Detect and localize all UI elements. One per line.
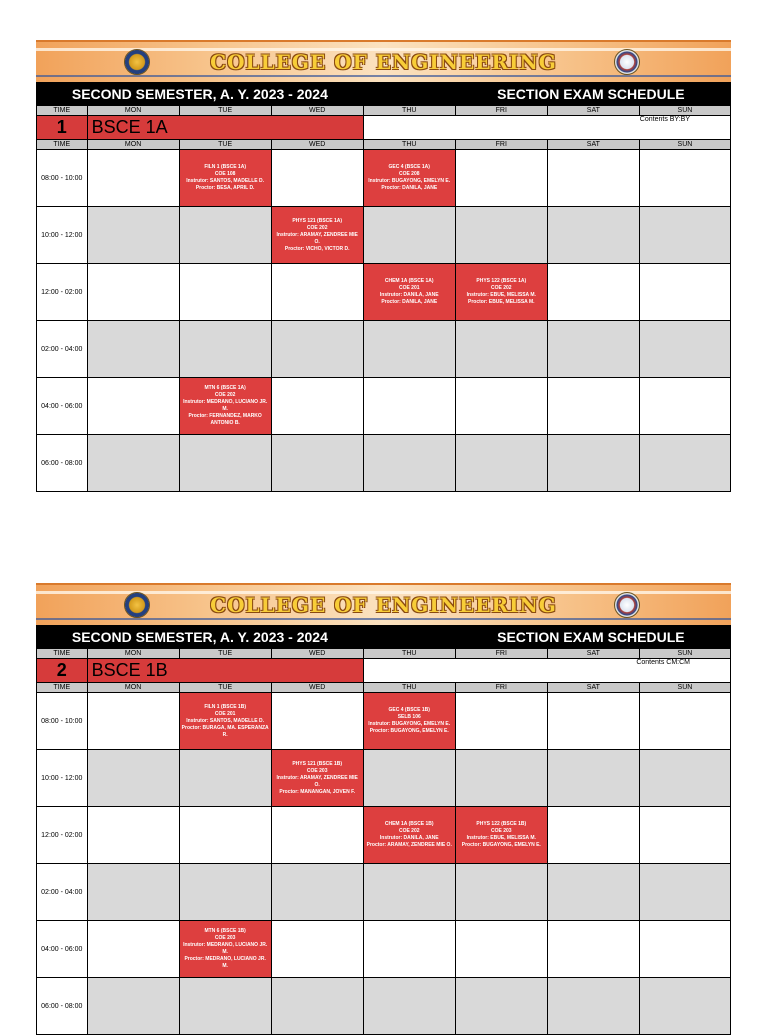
exam-detail-line: FILN 1 (BSCE 1A) (204, 164, 246, 170)
exam-detail-line: Instrutor: DANILA, JANE (379, 835, 439, 841)
empty-cell (363, 321, 455, 378)
empty-cell (271, 807, 363, 864)
exam-detail-line: PHYS 121 (BSCE 1A) (292, 217, 343, 224)
exam-detail-line: Proctor: VICHO, VICTOR D. (284, 245, 350, 252)
exam-detail-line: Instrutor: BUGAYONG, EMELYN E. (368, 178, 451, 184)
exam-detail-line: MTN 6 (BSCE 1B) (204, 928, 246, 934)
day-header: MON (87, 649, 179, 659)
exam-cell (179, 921, 271, 978)
time-slot-label: 12:00 - 02:00 (37, 264, 88, 321)
time-slot-label: 10:00 - 12:00 (37, 207, 88, 264)
day-header: SAT (547, 683, 639, 693)
empty-cell (547, 207, 639, 264)
empty-cell (179, 750, 271, 807)
exam-detail-line: Proctor: DANILA, JANE (381, 185, 438, 191)
section-number: 1 (37, 116, 88, 140)
schedule-title: SECTION EXAM SCHEDULE (363, 83, 730, 106)
exam-cell (363, 264, 455, 321)
day-header: SUN (639, 683, 730, 693)
exam-detail-line: SELB 106 (397, 714, 421, 720)
empty-cell (363, 978, 455, 1035)
time-slot-label: 04:00 - 06:00 (37, 921, 88, 978)
empty-cell (87, 864, 179, 921)
empty-cell (271, 378, 363, 435)
empty-cell (639, 207, 730, 264)
empty-cell (87, 378, 179, 435)
day-header: TIME (37, 649, 88, 659)
exam-detail-line: PHYS 121 (BSCE 1B) (292, 760, 343, 767)
day-header: TUE (179, 106, 271, 116)
day-header: TIME (37, 106, 88, 116)
day-header: THU (363, 683, 455, 693)
exam-detail-line: COE 202 (214, 392, 236, 398)
section-name: BSCE 1A (87, 116, 363, 140)
empty-cell (455, 693, 547, 750)
college-banner (36, 583, 731, 625)
empty-cell (639, 150, 730, 207)
empty-cell (639, 321, 730, 378)
empty-cell (87, 807, 179, 864)
exam-detail-line: GEC 4 (BSCE 1A) (388, 164, 430, 170)
exam-detail-line: Instrutor: EBUE, MELISSA M. (466, 292, 536, 298)
exam-detail-line: PHYS 122 (BSCE 1A) (476, 278, 527, 284)
exam-detail-line: Proctor: BURAGA, MA. ESPERANZA R. (181, 724, 269, 738)
exam-detail-line: COE 202 (491, 285, 512, 291)
exam-detail-line: Proctor: ARAMAY, ZENDREE MIE O. (366, 842, 452, 848)
empty-cell (179, 435, 271, 492)
exam-detail-line: PHYS 122 (BSCE 1B) (476, 821, 527, 827)
time-slot-label: 08:00 - 10:00 (37, 693, 88, 750)
day-header: WED (271, 683, 363, 693)
day-header: MON (87, 106, 179, 116)
exam-detail-line: COE 201 (214, 710, 236, 717)
exam-cell (455, 264, 547, 321)
day-header: FRI (455, 649, 547, 659)
day-header: WED (271, 106, 363, 116)
empty-cell (271, 864, 363, 921)
empty-cell (547, 435, 639, 492)
schedule-title: SECTION EXAM SCHEDULE (363, 626, 730, 649)
section-number: 2 (37, 659, 88, 683)
exam-detail-line: Instrutor: SANTOS, MADELLE D. (186, 178, 264, 184)
day-header: THU (363, 140, 455, 150)
schedule-table (36, 625, 731, 1035)
section-name: BSCE 1B (87, 659, 363, 683)
exam-detail-line: MTN 6 (BSCE 1A) (204, 385, 246, 391)
empty-cell (547, 978, 639, 1035)
exam-detail-line: Proctor: DANILA, JANE (381, 299, 438, 305)
day-header: MON (87, 683, 179, 693)
exam-detail-line: Instrutor: DANILA, JANE (379, 292, 439, 298)
day-header: TUE (179, 683, 271, 693)
exam-detail-line: COE 202 (398, 828, 420, 834)
exam-detail-line: Instrutor: BUGAYONG, EMELYN E. (368, 721, 451, 727)
empty-cell (455, 207, 547, 264)
empty-cell (455, 750, 547, 807)
day-header: THU (363, 106, 455, 116)
empty-cell (455, 150, 547, 207)
empty-cell (639, 978, 730, 1035)
exam-detail-line: Proctor: BUGAYONG, EMELYN E. (461, 842, 541, 848)
college-seal-icon (614, 49, 640, 75)
empty-cell (87, 207, 179, 264)
empty-cell (455, 978, 547, 1035)
exam-cell (363, 807, 455, 864)
contents-note: Contents CM:CM (363, 659, 730, 683)
empty-cell (271, 150, 363, 207)
empty-cell (179, 978, 271, 1035)
day-header: SUN (639, 649, 730, 659)
empty-cell (547, 693, 639, 750)
empty-cell (547, 378, 639, 435)
empty-cell (363, 207, 455, 264)
exam-detail-line: Instrutor: ARAMAY, ZENDREE MIE O. (276, 231, 358, 245)
empty-cell (455, 435, 547, 492)
day-header: WED (271, 140, 363, 150)
empty-cell (547, 321, 639, 378)
empty-cell (87, 921, 179, 978)
day-header: TUE (179, 140, 271, 150)
day-header: SAT (547, 649, 639, 659)
day-header: TIME (37, 683, 88, 693)
time-slot-label: 06:00 - 08:00 (37, 435, 88, 492)
college-banner (36, 40, 731, 82)
time-slot-label: 04:00 - 06:00 (37, 378, 88, 435)
empty-cell (87, 321, 179, 378)
day-header: TIME (37, 140, 88, 150)
empty-cell (363, 750, 455, 807)
exam-detail-line: COE 201 (398, 285, 420, 291)
exam-detail-line: COE 108 (214, 171, 236, 177)
exam-detail-line: Proctor: FERNANDEZ, MARKO ANTONIO B. (188, 413, 262, 426)
time-slot-label: 12:00 - 02:00 (37, 807, 88, 864)
exam-detail-line: Proctor: MANANGAN, JOVEN F. (279, 788, 355, 795)
exam-detail-line: Instrutor: ARAMAY, ZENDREE MIE O. (276, 774, 358, 788)
empty-cell (547, 921, 639, 978)
empty-cell (271, 693, 363, 750)
empty-cell (87, 750, 179, 807)
exam-cell (271, 750, 363, 807)
schedule-table (36, 82, 731, 492)
exam-detail-line: COE 203 (491, 828, 512, 834)
empty-cell (179, 807, 271, 864)
exam-detail-line: Instrutor: EBUE, MELISSA M. (466, 835, 536, 841)
empty-cell (363, 435, 455, 492)
empty-cell (87, 693, 179, 750)
day-header: THU (363, 649, 455, 659)
day-header: SUN (639, 140, 730, 150)
empty-cell (547, 264, 639, 321)
empty-cell (179, 207, 271, 264)
time-slot-label: 10:00 - 12:00 (37, 750, 88, 807)
empty-cell (547, 864, 639, 921)
empty-cell (87, 978, 179, 1035)
exam-cell (363, 150, 455, 207)
empty-cell (639, 807, 730, 864)
exam-detail-line: COE 203 (306, 767, 328, 774)
banner-title: COLLEGE OF ENGINEERING (210, 593, 557, 617)
schedule-sheet (36, 40, 731, 492)
time-slot-label: 08:00 - 10:00 (37, 150, 88, 207)
empty-cell (363, 864, 455, 921)
empty-cell (455, 378, 547, 435)
college-seal-icon (614, 592, 640, 618)
exam-detail-line: CHEM 1A (BSCE 1A) (384, 278, 434, 284)
exam-cell (363, 693, 455, 750)
empty-cell (179, 321, 271, 378)
empty-cell (363, 921, 455, 978)
day-header: SAT (547, 140, 639, 150)
empty-cell (271, 435, 363, 492)
empty-cell (87, 435, 179, 492)
empty-cell (639, 864, 730, 921)
exam-cell (271, 207, 363, 264)
day-header: FRI (455, 106, 547, 116)
day-header: SUN (639, 106, 730, 116)
exam-cell (179, 378, 271, 435)
semester-label: SECOND SEMESTER, A. Y. 2023 - 2024 (37, 83, 364, 106)
empty-cell (179, 864, 271, 921)
exam-detail-line: Instrutor: MEDRANO, LUCIANO JR. M. (183, 942, 268, 955)
exam-detail-line: GEC 4 (BSCE 1B) (388, 707, 430, 713)
empty-cell (271, 978, 363, 1035)
empty-cell (639, 921, 730, 978)
day-header: FRI (455, 140, 547, 150)
empty-cell (271, 921, 363, 978)
empty-cell (639, 264, 730, 321)
exam-detail-line: Proctor: BESA, APRIL D. (195, 185, 255, 191)
time-slot-label: 06:00 - 08:00 (37, 978, 88, 1035)
empty-cell (639, 750, 730, 807)
exam-detail-line: Proctor: MEDRANO, LUCIANO JR. M. (184, 956, 266, 969)
empty-cell (639, 693, 730, 750)
exam-cell (179, 150, 271, 207)
time-slot-label: 02:00 - 04:00 (37, 321, 88, 378)
semester-label: SECOND SEMESTER, A. Y. 2023 - 2024 (37, 626, 364, 649)
empty-cell (87, 150, 179, 207)
banner-title: COLLEGE OF ENGINEERING (210, 50, 557, 74)
exam-detail-line: FILN 1 (BSCE 1B) (204, 703, 246, 710)
day-header: FRI (455, 683, 547, 693)
empty-cell (547, 807, 639, 864)
empty-cell (455, 321, 547, 378)
exam-cell (179, 693, 271, 750)
empty-cell (271, 321, 363, 378)
empty-cell (547, 750, 639, 807)
empty-cell (179, 264, 271, 321)
empty-cell (547, 150, 639, 207)
empty-cell (271, 264, 363, 321)
empty-cell (639, 435, 730, 492)
schedule-sheet (36, 583, 731, 1035)
exam-detail-line: COE 208 (398, 171, 420, 177)
exam-detail-line: Instrutor: SANTOS, MADELLE D. (186, 717, 264, 724)
exam-detail-line: CHEM 1A (BSCE 1B) (384, 821, 434, 827)
day-header: TUE (179, 649, 271, 659)
time-slot-label: 02:00 - 04:00 (37, 864, 88, 921)
empty-cell (363, 378, 455, 435)
empty-cell (87, 264, 179, 321)
contents-note: Contents BY:BY (363, 116, 730, 140)
exam-detail-line: COE 202 (306, 224, 328, 231)
empty-cell (455, 921, 547, 978)
exam-detail-line: Proctor: BUGAYONG, EMELYN E. (369, 728, 449, 734)
day-header: MON (87, 140, 179, 150)
exam-detail-line: Instrutor: MEDRANO, LUCIANO JR. M. (183, 399, 268, 412)
exam-detail-line: COE 203 (214, 935, 236, 941)
day-header: SAT (547, 106, 639, 116)
day-header: WED (271, 649, 363, 659)
empty-cell (639, 378, 730, 435)
empty-cell (455, 864, 547, 921)
exam-detail-line: Proctor: EBUE, MELISSA M. (468, 299, 535, 305)
exam-cell (455, 807, 547, 864)
